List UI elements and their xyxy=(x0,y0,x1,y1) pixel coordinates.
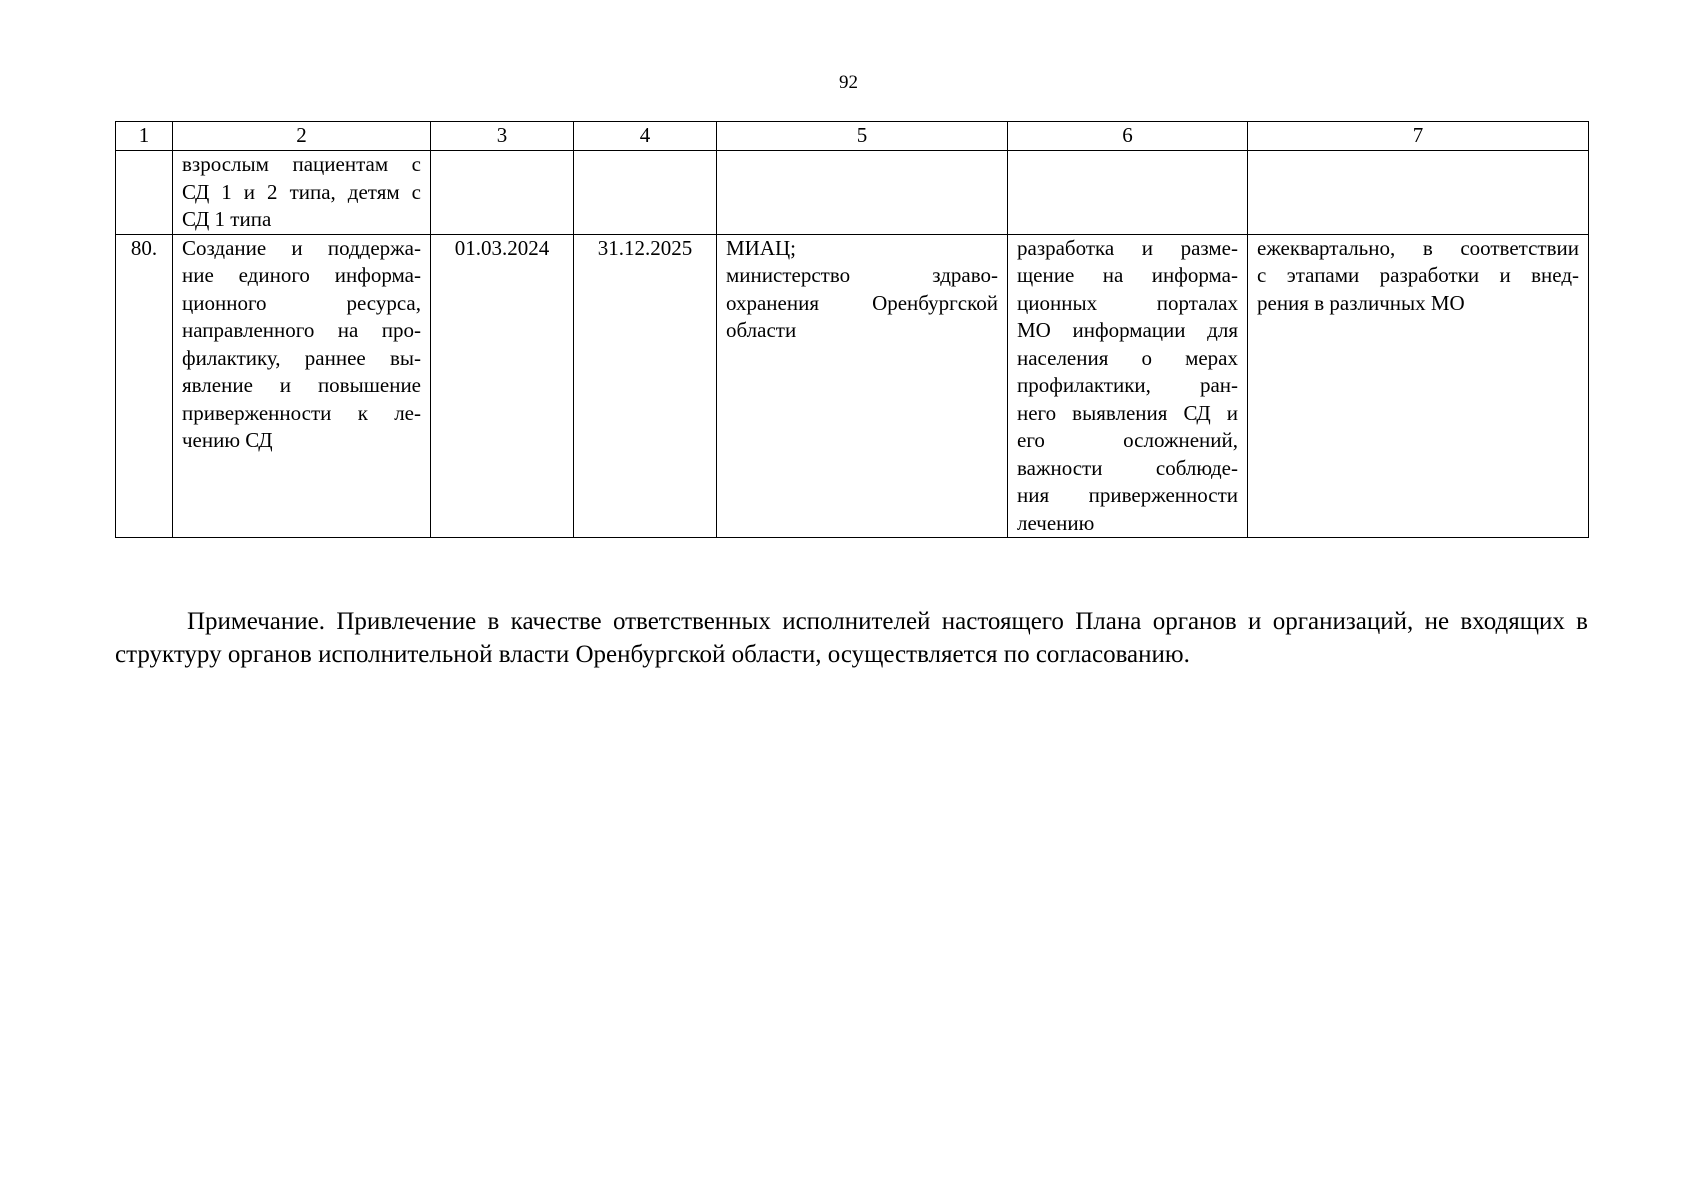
cell-responsible xyxy=(717,234,1008,538)
table-row-continuation xyxy=(116,151,1589,235)
cell-measure xyxy=(173,151,431,235)
text-line: области xyxy=(726,318,797,342)
text-line: СД 1 и 2 типа, детям с xyxy=(182,179,421,204)
cell-start-date: 01.03.2024 xyxy=(431,234,574,538)
column-header-3: 3 xyxy=(431,122,574,151)
text-line: охранения Оренбургской xyxy=(726,290,998,315)
text-line: ние единого информа- xyxy=(182,263,421,287)
text-line: приверженности к ле- xyxy=(182,400,421,425)
text-line: направленного на про- xyxy=(182,318,421,342)
cell-end-date: 31.12.2025 xyxy=(574,234,717,538)
text-line: щение на информа- xyxy=(1017,263,1238,287)
text-line: лечению xyxy=(1017,510,1095,535)
text-line: ционных порталах xyxy=(1017,290,1238,315)
table-header-row xyxy=(116,122,1589,151)
text-line: чению СД xyxy=(182,428,273,452)
text-line: рения в различных МО xyxy=(1257,290,1465,315)
text-line: с этапами разработки и внед- xyxy=(1257,263,1579,287)
column-header-4: 4 xyxy=(574,122,717,151)
column-header-1: 1 xyxy=(116,122,173,151)
column-header-2: 2 xyxy=(173,122,431,151)
text-line: населения о мерах xyxy=(1017,345,1238,370)
cell-periodicity xyxy=(1248,151,1589,235)
text-line: МИАЦ; xyxy=(726,235,797,260)
cell-end-date xyxy=(574,151,717,235)
text-line: его осложнений, xyxy=(1017,428,1238,452)
column-header-6: 6 xyxy=(1008,122,1248,151)
cell-responsible xyxy=(717,151,1008,235)
text-line: ежеквартально, в соответствии xyxy=(1257,235,1579,260)
text-line: Создание и поддержа- xyxy=(182,235,421,260)
text-line: разработка и разме- xyxy=(1017,235,1238,260)
text-line: ния приверженности xyxy=(1017,483,1238,507)
text-line: явление и повышение xyxy=(182,373,421,397)
footnote-text: Примечание. Привлечение в качестве ответственных исполнителей настоящего Плана органов и организаций, не входящих в структуру органов исполнительной власти Оренбургской области, осуществляется по согласованию. xyxy=(115,608,1588,668)
page-number: 92 xyxy=(839,72,858,93)
text-line: него выявления СД и xyxy=(1017,400,1238,425)
text-line: ционного ресурса, xyxy=(182,290,421,315)
cell-measure xyxy=(173,234,431,538)
cell-start-date xyxy=(431,151,574,235)
text-line: министерство здраво- xyxy=(726,263,998,287)
plan-table xyxy=(115,121,1589,538)
text-line: профилактики, ран- xyxy=(1017,373,1238,397)
cell-number: 80. xyxy=(116,234,173,538)
text-line: МО информации для xyxy=(1017,318,1238,342)
cell-number xyxy=(116,151,173,235)
column-header-7: 7 xyxy=(1248,122,1589,151)
text-line: СД 1 типа xyxy=(182,207,272,231)
cell-periodicity xyxy=(1248,234,1589,538)
text-line: взрослым пациентам с xyxy=(182,152,421,176)
table-row-80 xyxy=(116,234,1589,538)
cell-result xyxy=(1008,151,1248,235)
cell-result xyxy=(1008,234,1248,538)
column-header-5: 5 xyxy=(717,122,1008,151)
text-line: важности соблюде- xyxy=(1017,455,1238,480)
text-line: филактику, раннее вы- xyxy=(182,345,421,370)
